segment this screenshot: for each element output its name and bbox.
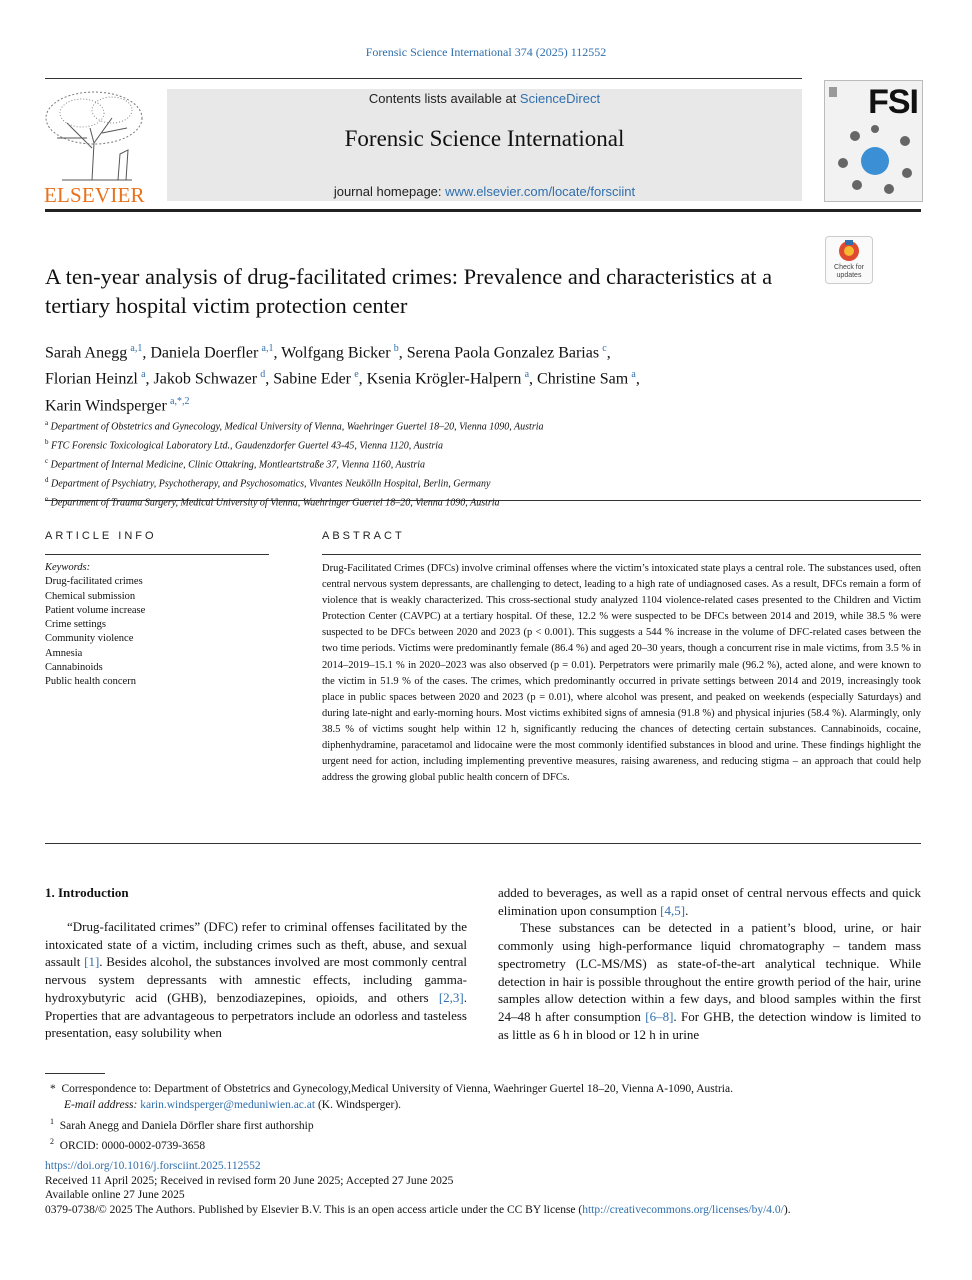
- author-affil-mark[interactable]: a,1: [261, 343, 274, 354]
- abstract-bottom-rule: [45, 843, 921, 844]
- author-affil-mark[interactable]: e: [354, 369, 359, 381]
- text-run: These substances can be detected in a patient’s blood, urine, or hair commonly using high-performance liquid chromatography – tandem mass spectrometry (LC-MS/MS) as state-of-the-art analytical technique. While detection in hair is possible throughout the entire growth period of the hair, urine samples allow detection within a few days, and blood samples within the first 24–48 h after consumption: [498, 920, 921, 1024]
- keyword: Drug-facilitated crimes: [45, 576, 143, 588]
- header-top-rule: [45, 78, 802, 79]
- license-text: 0379-0738/© 2025 The Authors. Published by Elsevier B.V. This is an open access article under the CC BY license (: [45, 1204, 583, 1217]
- citation-link[interactable]: [2,3]: [438, 989, 464, 1005]
- contents-line: [167, 91, 802, 106]
- author[interactable]: Jakob Schwazer: [153, 370, 258, 388]
- introduction-heading: 1. Introduction: [45, 885, 129, 900]
- affiliations: [45, 416, 925, 511]
- author-affil-mark[interactable]: a,1: [130, 343, 143, 354]
- journal-reference[interactable]: Forensic Science International 374 (2025) 112552: [365, 45, 607, 59]
- author[interactable]: Daniela Doerfler: [150, 344, 259, 362]
- affiliation-item: [45, 454, 925, 473]
- journal-cover[interactable]: [824, 80, 923, 202]
- body-column-right: [498, 884, 921, 1043]
- text-run: .: [685, 902, 689, 918]
- keyword: Cannabinoids: [45, 662, 103, 674]
- footnote-mark: 1: [50, 1116, 54, 1126]
- keywords-block: [45, 561, 269, 690]
- doi-link[interactable]: https://doi.org/10.1016/j.forsciint.2025.112552: [45, 1160, 261, 1172]
- intro-paragraph: [498, 919, 921, 1043]
- available-online: Available online 27 June 2025: [45, 1189, 185, 1202]
- author-affil-mark[interactable]: d: [260, 369, 266, 381]
- author-affil-mark[interactable]: a: [524, 369, 530, 381]
- author-affil-mark[interactable]: c: [602, 343, 607, 354]
- license-text: ).: [783, 1204, 791, 1217]
- intro-paragraph: [498, 884, 921, 919]
- author-affil-mark[interactable]: a: [631, 369, 636, 381]
- keyword: Patient volume increase: [45, 604, 146, 616]
- email-link[interactable]: karin.windsperger@meduniwien.ac.at: [140, 1099, 316, 1112]
- article-title: A ten-year analysis of drug-facilitated crimes: Prevalence and characteristics at a tertiary hospital victim protection center: [45, 264, 773, 318]
- affiliation-key: c: [45, 456, 49, 465]
- abstract-rule: [322, 554, 921, 555]
- abstract-heading: ABSTRACT: [322, 530, 405, 542]
- affiliation-item: [45, 435, 925, 454]
- keyword: Community violence: [45, 633, 134, 645]
- keyword: Amnesia: [45, 647, 83, 659]
- text-run: . Besides alcohol, the substances involved are most commonly central nervous system depressants with amnestic effects, including gamma-hydroxybutyric acid (GHB), benzodiazepines, opioids, and others: [45, 954, 467, 1005]
- cover-art-icon: [825, 81, 922, 201]
- citation-link[interactable]: [4,5]: [660, 902, 686, 918]
- check-updates-icon: [826, 237, 872, 267]
- text-run: . Properties that are advantageous to perpetrators include an odorless and tasteless presentation, easy solubility when: [45, 989, 467, 1041]
- footnotes: [50, 1081, 920, 1154]
- intro-paragraph: [45, 918, 467, 1042]
- journal-title: Forensic Science International: [344, 126, 625, 151]
- sciencedirect-link[interactable]: ScienceDirect: [519, 91, 601, 106]
- abstract-text: Drug-Facilitated Crimes (DFCs) involve criminal offenses where the victim’s intoxicated state plays a central role. The substances used, often central nervous system depressants, are challenging to detect, leading to a high rate of undiagnosed cases. As a result, DFCs remain a form of violence that is weakly characterized. This cross-sectional study analyzed 1104 violence-related cases presented to the Children and Victim Protection Center (CAVPC) at a tertiary hospital. Of these, 12.2 % were suspected to be DFCs between 2014 and 2019, while 38.5 % were suspected to be DFCs between 2020 and 2023 (p < 0.001). This suggests a 544 % increase in the volume of DFC-related cases between the two time periods. Victims were predominantly female (86.4 %) and aged 20–30 years, though a concurrent rise in male victims, from 3.5 % in 2014–2019–15.1 % in 2020–2023 was also observed (p = 0.01). Perpetrators were primarily male (96.2 %), acted alone, and were known to the victim in 51.9 % of the cases. The crimes, which predominantly occurred in private settings between 2014 and 2019, increasingly took place in public spaces between 2020 and 2023 (p = 0.01), where alcohol was present, and peaked on weekends (especially Saturdays) and during late-night and early-morning hours. Most victims exhibited signs of amnesia (91.8 %) and physical injuries (58.4 %). Alarmingly, only 38.5 % of victims sought help within 12 h, significantly reducing the chances of detecting certain substances. Cannabinoids, cocaine, diphenhydramine, paracetamol and lidocaine were the most commonly identified substances in blood and urine. These findings highlight the urgent need for action, including implementing preventive measures, raising awareness, and reducing stigma – an approach that could help address the growing global public health concern of DFCs.: [322, 563, 921, 784]
- footnote-text: Correspondence to: Department of Obstetrics and Gynecology,Medical University of Vienna, Waehringer Guertel 18–20, Vienna A-1090, Austria.: [61, 1083, 733, 1095]
- text-run: added to beverages, as well as a rapid onset of central nervous effects and quick elimination upon consumption: [498, 885, 921, 918]
- contents-prefix: Contents lists available at: [368, 91, 520, 106]
- footnote-2: [50, 1134, 920, 1154]
- author-affil-mark[interactable]: a: [141, 369, 146, 381]
- affiliation-key: b: [45, 437, 49, 446]
- section-divider: [45, 500, 921, 501]
- check-for-updates-badge[interactable]: [825, 236, 873, 284]
- footnote-mark: *: [50, 1083, 56, 1095]
- keyword: Crime settings: [45, 619, 106, 631]
- author[interactable]: Florian Heinzl: [45, 370, 138, 388]
- affiliation-item: [45, 492, 925, 511]
- homepage-link[interactable]: www.elsevier.com/locate/forsciint: [445, 184, 636, 199]
- affiliation-item: [45, 473, 925, 492]
- citation-link[interactable]: [1]: [84, 954, 100, 970]
- affiliation-item: [45, 416, 925, 435]
- text-run: “Drug-facilitated crimes” (DFC) refer to criminal offenses facilitated by the intoxicated state of a victim, including crimes such as theft, abuse, and sexual assault: [45, 919, 467, 970]
- elsevier-wordmark: ELSEVIER: [44, 183, 145, 207]
- author[interactable]: Ksenia Krögler-Halpern: [366, 370, 522, 388]
- footnote-rule: [45, 1073, 105, 1074]
- affiliation-text: Department of Internal Medicine, Clinic Ottakring, Montleartstraße 37, Vienna 1160, Austria: [50, 459, 426, 471]
- author[interactable]: Karin Windsperger: [45, 396, 167, 414]
- footnote-text: (K. Windsperger).: [315, 1099, 402, 1112]
- received-dates: Received 11 April 2025; Received in revised form 20 June 2025; Accepted 27 June 2025: [45, 1174, 454, 1187]
- text-run: . For GHB, the detection window is limited to as little as 6 h in blood or 12 h in urine: [498, 1008, 921, 1042]
- author-affil-mark[interactable]: b: [393, 343, 399, 354]
- affiliation-text: Department of Trauma Surgery, Medical University of Vienna, Waehringer Guertel 18–20, Vienna 1090, Austria: [50, 497, 500, 509]
- footnote-1: [50, 1114, 920, 1134]
- author[interactable]: Serena Paola Gonzalez Barias: [406, 344, 600, 362]
- affiliation-text: Department of Psychiatry, Psychotherapy, and Psychosomatics, Vivantes Neukölln Hospital, Berlin, Germany: [51, 478, 491, 490]
- author[interactable]: Christine Sam: [537, 370, 629, 388]
- email-note: [50, 1097, 920, 1113]
- affiliation-key: e: [45, 494, 49, 503]
- affiliation-key: a: [45, 419, 49, 427]
- author[interactable]: Wolfgang Bicker: [281, 344, 391, 362]
- body-column-left: [45, 918, 467, 1042]
- author[interactable]: Sabine Eder: [273, 370, 351, 388]
- header-bottom-rule: [45, 209, 921, 212]
- author-list: Sarah Anegg $^{a,1}$, Daniela Doerfler $^{a,1}$, Wolfgang Bicker $^b$, Serena Paola Gonzalez Barias $^c$, Florian Heinzl $^a$, Jakob Schwazer $^d$, Sabine Eder $^e$, Ksenia Krögler-Halpern $^a$, Christine Sam $^a$, Karin Windsperger $^{a,*,2}$: [45, 343, 640, 414]
- author-affil-mark[interactable]: a,*,2: [170, 395, 190, 407]
- check-updates-label: Check for updates: [834, 264, 864, 279]
- homepage-line: [167, 184, 802, 199]
- cover-abbrev: FSI: [868, 83, 918, 121]
- license-link[interactable]: http://creativecommons.org/licenses/by/4.0/: [582, 1204, 784, 1217]
- license-line: [45, 1203, 925, 1218]
- keyword: Chemical submission: [45, 590, 136, 602]
- keywords-label: Keywords:: [45, 562, 91, 573]
- correspondence-note: [50, 1081, 920, 1097]
- footnote-text: Sarah Anegg and Daniela Dörfler share first authorship: [59, 1119, 314, 1132]
- email-label: E-mail address:: [64, 1099, 138, 1112]
- footnote-mark: 2: [50, 1137, 54, 1147]
- affiliation-key: d: [45, 475, 49, 484]
- keyword: Public health concern: [45, 676, 136, 688]
- article-info-heading: ARTICLE INFO: [45, 530, 157, 542]
- affiliation-text: FTC Forensic Toxicological Laboratory Ltd., Gaudenzdorfer Guertel 43-45, Vienna 1120, Austria: [51, 440, 444, 452]
- affiliation-text: Department of Obstetrics and Gynecology, Medical University of Vienna, Waehringer Guertel 18–20, Vienna 1090, Austria: [50, 421, 544, 433]
- publication-metadata: [45, 1159, 925, 1218]
- citation-link[interactable]: [6–8]: [645, 1008, 674, 1024]
- homepage-prefix: journal homepage:: [333, 184, 446, 199]
- author[interactable]: Sarah Anegg: [45, 344, 128, 362]
- tree-icon: [42, 88, 148, 183]
- article-info-rule: [45, 554, 269, 555]
- footnote-text: ORCID: 0000-0002-0739-3658: [59, 1139, 206, 1152]
